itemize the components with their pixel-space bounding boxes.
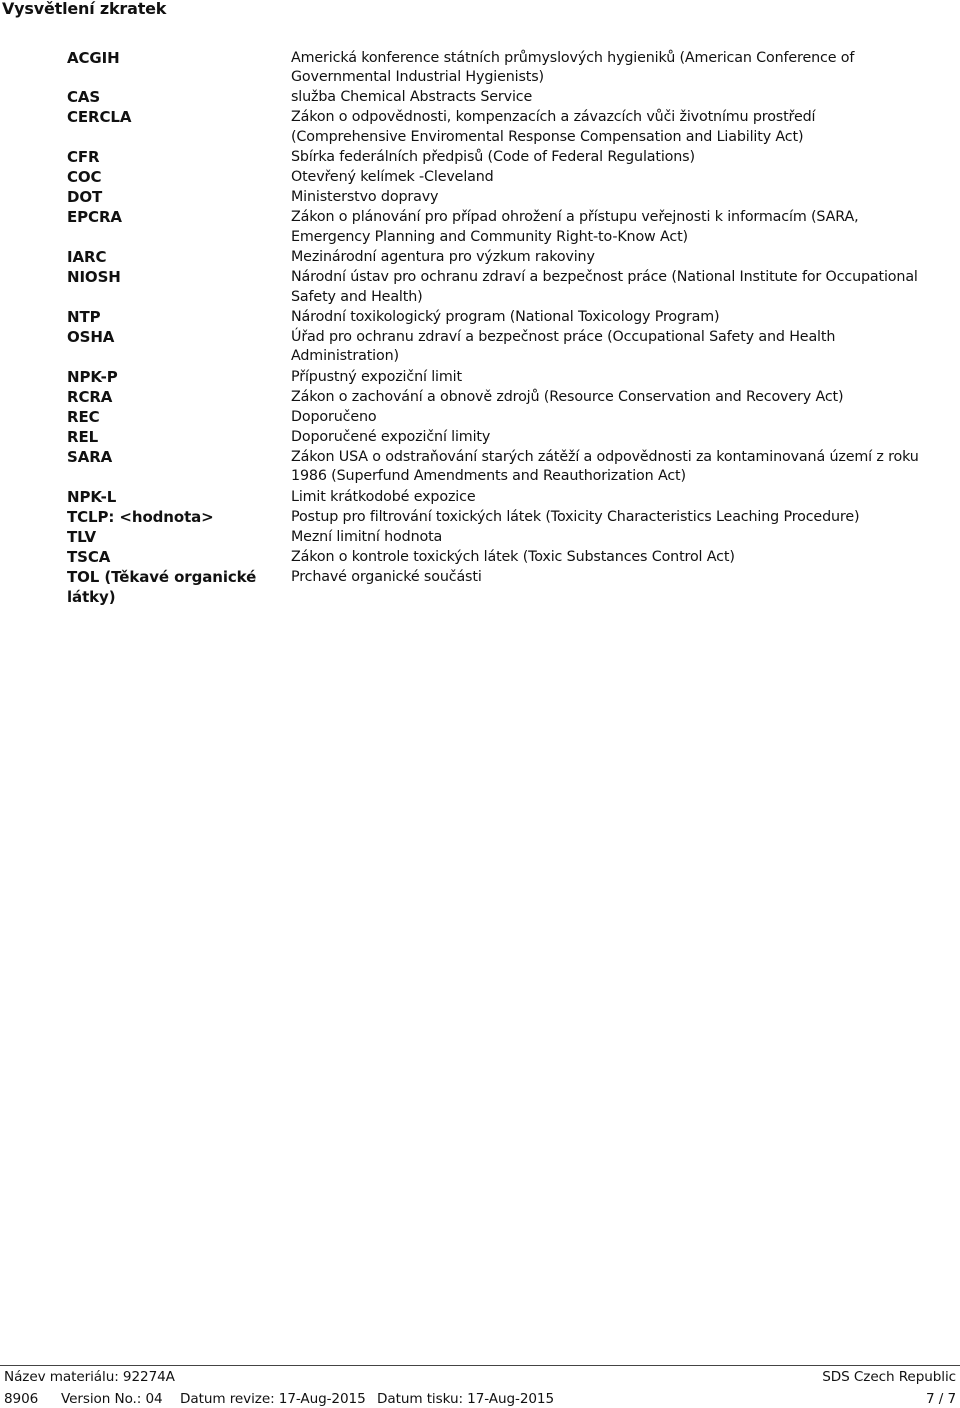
footer-material-name: Název materiálu: 92274A [4, 1369, 175, 1385]
abbreviation-row [0, 547, 960, 567]
abbreviation-definition: Zákon o odpovědnosti, kompenzacích a závazcích vůči životnímu prostředí (Comprehensive Enviromental Response Compensation and Liability Act) [291, 109, 816, 145]
abbreviation-definition: Doporučeno [291, 408, 377, 425]
abbreviation-definition: Postup pro filtrování toxických látek (Toxicity Characteristics Leaching Procedure) [291, 508, 860, 525]
abbreviation-definition: Národní toxikologický program (National Toxicology Program) [291, 308, 720, 325]
abbreviation-definition: Zákon o plánování pro případ ohrožení a přístupu veřejnosti k informacím (SARA, Emergency Planning and Community Right-to-Know Act) [291, 209, 859, 245]
abbreviation-row [0, 108, 960, 148]
abbreviation-row [0, 208, 960, 248]
abbreviation-row [0, 247, 960, 267]
abbreviation-table [0, 48, 960, 607]
abbreviation-row [0, 487, 960, 507]
abbreviation-row [0, 367, 960, 387]
abbreviation-term: TOL (Těkavé organické látky) [67, 567, 257, 606]
footer-divider [0, 1365, 960, 1366]
abbreviation-term: SARA [67, 447, 113, 466]
abbreviation-row [0, 387, 960, 407]
abbreviation-term: IARC [67, 247, 107, 266]
abbreviation-definition: Limit krátkodobé expozice [291, 488, 476, 505]
abbreviation-definition: Přípustný expoziční limit [291, 368, 462, 385]
abbreviation-definition: Mezní limitní hodnota [291, 528, 443, 545]
footer-print-date: Datum tisku: 17-Aug-2015 [377, 1391, 555, 1407]
abbreviation-definition: Prchavé organické součásti [291, 568, 482, 585]
abbreviation-definition: Zákon USA o odstraňování starých zátěží a odpovědnosti za kontaminovaná území z roku 1986 (Superfund Amendments and Reauthorization Act) [291, 448, 919, 485]
abbreviation-term: OSHA [67, 327, 115, 346]
abbreviation-definition: Mezinárodní agentura pro výzkum rakoviny [291, 248, 595, 265]
abbreviation-definition: Zákon o zachování a obnově zdrojů (Resource Conservation and Recovery Act) [291, 388, 844, 405]
abbreviation-row [0, 147, 960, 167]
abbreviation-row [0, 407, 960, 427]
footer-page-number: 7 / 7 [925, 1391, 956, 1407]
abbreviation-term: RCRA [67, 387, 113, 406]
abbreviation-definition: služba Chemical Abstracts Service [291, 89, 533, 106]
abbreviation-term: TSCA [67, 547, 111, 566]
abbreviation-definition: Ministerstvo dopravy [291, 189, 439, 206]
abbreviation-definition: Zákon o kontrole toxických látek (Toxic Substances Control Act) [291, 548, 735, 565]
abbreviation-term: NTP [67, 307, 101, 326]
abbreviation-row [0, 188, 960, 208]
abbreviation-definition: Americká konference státních průmyslových hygieniků (American Conference of Governmental Industrial Hygienists) [291, 49, 855, 86]
abbreviation-term: CFR [67, 147, 100, 166]
abbreviation-definition: Národní ústav pro ochranu zdraví a bezpečnost práce (National Institute for Occupational Safety and Health) [291, 269, 918, 305]
abbreviation-row [0, 48, 960, 88]
abbreviation-definition: Sbírka federálních předpisů (Code of Federal Regulations) [291, 148, 695, 165]
abbreviation-row [0, 447, 960, 487]
footer-region: SDS Czech Republic [822, 1369, 956, 1385]
abbreviation-term: ACGIH [67, 48, 120, 67]
abbreviation-row [0, 327, 960, 367]
abbreviation-term: TLV [67, 527, 97, 546]
abbreviation-term: CAS [67, 88, 101, 107]
abbreviation-definition: Úřad pro ochranu zdraví a bezpečnost práce (Occupational Safety and Health Administration) [291, 328, 836, 365]
footer-revision-date: Datum revize: 17-Aug-2015 [180, 1391, 366, 1407]
abbreviation-term: COC [67, 168, 102, 187]
abbreviation-row [0, 307, 960, 327]
abbreviation-term: NIOSH [67, 268, 121, 287]
abbreviation-definition: Otevřený kelímek -Cleveland [291, 169, 494, 186]
abbreviation-term: EPCRA [67, 208, 122, 227]
abbreviation-term: REC [67, 407, 100, 426]
abbreviation-term: NPK-P [67, 367, 118, 386]
footer-version: Version No.: 04 [61, 1391, 163, 1407]
abbreviation-term: REL [67, 427, 99, 446]
abbreviation-term: DOT [67, 188, 103, 207]
abbreviation-row [0, 507, 960, 527]
abbreviation-row [0, 168, 960, 188]
abbreviation-term: NPK-L [67, 487, 117, 506]
section-title: Vysvětlení zkratek [2, 0, 167, 18]
abbreviation-definition: Doporučené expoziční limity [291, 428, 491, 445]
abbreviation-row [0, 88, 960, 108]
abbreviation-row [0, 427, 960, 447]
abbreviation-term: TCLP: <hodnota> [67, 507, 214, 526]
abbreviation-row [0, 268, 960, 308]
footer-doc-number: 8906 [4, 1391, 39, 1407]
abbreviation-row [0, 567, 960, 607]
abbreviation-term: CERCLA [67, 108, 132, 127]
abbreviation-row [0, 527, 960, 547]
